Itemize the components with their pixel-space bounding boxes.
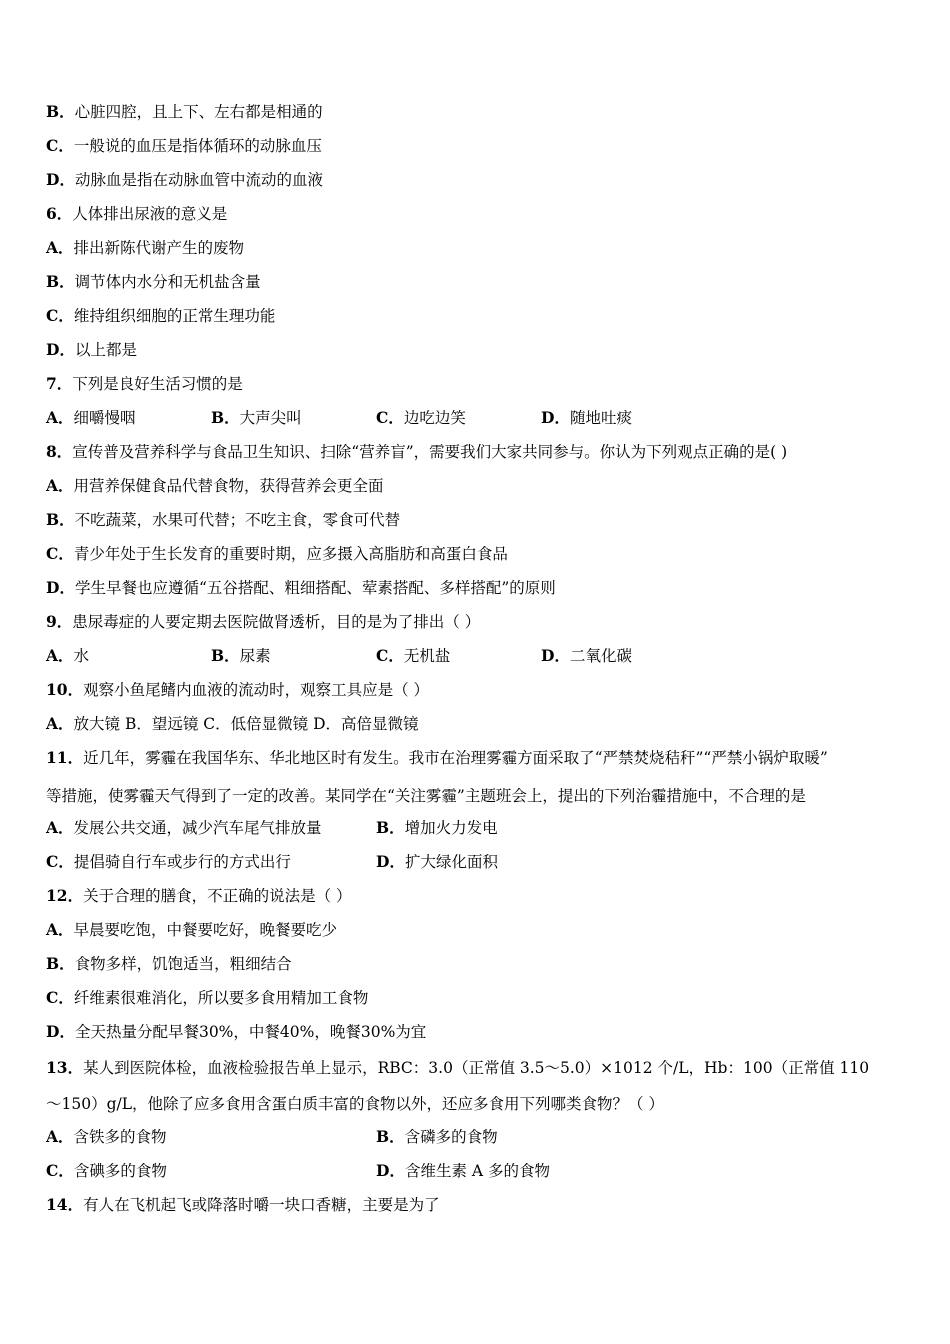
question-11-cont: 等措施，使雾霾天气得到了一定的改善。某同学在“关注雾霾”主题班会上，提出的下列治霾措施中，不合理的是 bbox=[46, 787, 806, 805]
option-a: A．细嚼慢咽 bbox=[46, 408, 136, 427]
option-c: C．边吃边笑 bbox=[376, 408, 466, 427]
question-7: 7．下列是良好生活习惯的是 bbox=[46, 374, 243, 393]
option-a: A．水 bbox=[46, 646, 90, 665]
option-line: D．学生早餐也应遵循“五谷搭配、粗细搭配、荤素搭配、多样搭配”的原则 bbox=[46, 578, 556, 597]
option-c: C．无机盐 bbox=[376, 646, 451, 665]
option-line: C．一般说的血压是指体循环的动脉血压 bbox=[46, 136, 322, 155]
option-b: B．尿素 bbox=[211, 646, 271, 665]
question-8: 8．宣传普及营养科学与食品卫生知识、扫除“营养盲”，需要我们大家共同参与。你认为下列观点正确的是( ) bbox=[46, 442, 788, 461]
option-line: B．调节体内水分和无机盐含量 bbox=[46, 272, 261, 291]
question-10: 10．观察小鱼尾鳍内血液的流动时，观察工具应是（ ） bbox=[46, 680, 430, 699]
option-line: A．放大镜 B．望远镜 C．低倍显微镜 D．高倍显微镜 bbox=[46, 714, 419, 733]
option-line: C．纤维素很难消化，所以要多食用精加工食物 bbox=[46, 988, 369, 1007]
option-d: D．扩大绿化面积 bbox=[376, 852, 498, 871]
option-c: C．含碘多的食物 bbox=[46, 1161, 167, 1180]
option-line: C．维持组织细胞的正常生理功能 bbox=[46, 306, 276, 325]
option-b: B．大声尖叫 bbox=[211, 408, 302, 427]
question-12: 12．关于合理的膳食，不正确的说法是（ ） bbox=[46, 886, 352, 905]
question-14: 14．有人在飞机起飞或降落时嚼一块口香糖，主要是为了 bbox=[46, 1195, 440, 1214]
option-line: B．心脏四腔，且上下、左右都是相通的 bbox=[46, 102, 323, 121]
question-6: 6．人体排出尿液的意义是 bbox=[46, 204, 228, 223]
question-9: 9．患尿毒症的人要定期去医院做肾透析，目的是为了排出（ ） bbox=[46, 612, 481, 631]
question-13-cont: ～150）g/L，他除了应多食用含蛋白质丰富的食物以外，还应多食用下列哪类食物？（ ） bbox=[46, 1095, 664, 1113]
option-line: A．早晨要吃饱，中餐要吃好，晚餐要吃少 bbox=[46, 920, 338, 939]
option-d: D．含维生素 A 多的食物 bbox=[376, 1161, 551, 1180]
question-13: 13．某人到医院体检，血液检验报告单上显示，RBC：3.0（正常值 3.5～5.0）×1012 个/L，Hb：100（正常值 110 bbox=[46, 1058, 870, 1077]
option-line: A．排出新陈代谢产生的废物 bbox=[46, 238, 245, 257]
option-line: A．用营养保健食品代替食物，获得营养会更全面 bbox=[46, 476, 384, 495]
option-a: A．发展公共交通，减少汽车尾气排放量 bbox=[46, 818, 322, 837]
option-c: C．提倡骑自行车或步行的方式出行 bbox=[46, 852, 291, 871]
option-d: D．随地吐痰 bbox=[541, 408, 632, 427]
option-a: A．含铁多的食物 bbox=[46, 1127, 167, 1146]
option-line: C．青少年处于生长发育的重要时期，应多摄入高脂肪和高蛋白食品 bbox=[46, 544, 508, 563]
option-b: B．含磷多的食物 bbox=[376, 1127, 498, 1146]
option-line: B．不吃蔬菜，水果可代替；不吃主食，零食可代替 bbox=[46, 510, 401, 529]
option-line: D．动脉血是指在动脉血管中流动的血液 bbox=[46, 170, 323, 189]
option-line: B．食物多样，饥饱适当，粗细结合 bbox=[46, 954, 292, 973]
option-line: D．全天热量分配早餐30%，中餐40%，晚餐30%为宜 bbox=[46, 1022, 427, 1041]
option-d: D．二氧化碳 bbox=[541, 646, 632, 665]
option-line: D．以上都是 bbox=[46, 340, 137, 359]
question-11: 11．近几年，雾霾在我国华东、华北地区时有发生。我市在治理雾霾方面采取了“严禁焚烧秸秆”“严禁小锅炉取暖” bbox=[46, 748, 828, 767]
option-b: B．增加火力发电 bbox=[376, 818, 498, 837]
